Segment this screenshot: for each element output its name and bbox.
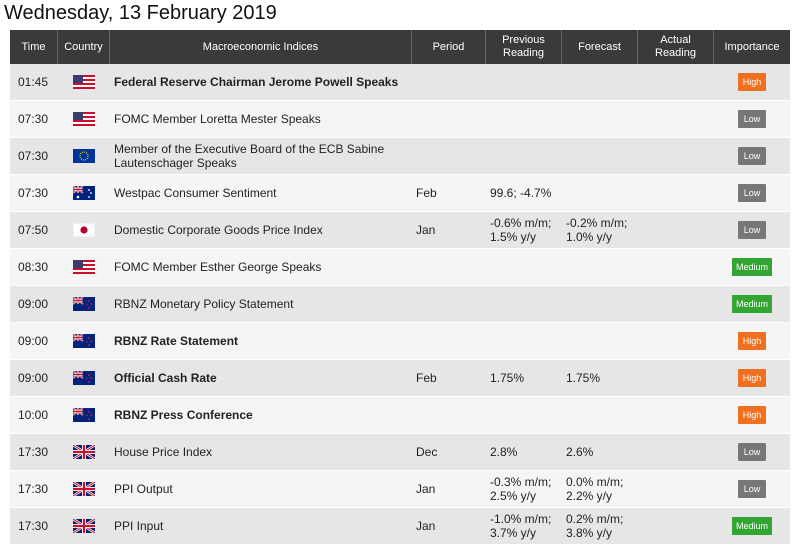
- eu-flag-icon: [73, 149, 95, 163]
- row-previous: [486, 138, 562, 175]
- row-country: [58, 175, 110, 212]
- table-row[interactable]: [10, 508, 790, 545]
- us-flag-icon: [73, 112, 95, 126]
- row-forecast: [562, 323, 638, 360]
- row-forecast: [562, 286, 638, 323]
- uk-flag-icon: [73, 519, 95, 533]
- importance-badge: Low: [738, 110, 766, 128]
- row-time: 07:50: [10, 212, 58, 249]
- row-actual: [638, 508, 714, 545]
- us-flag-icon: [73, 260, 95, 274]
- nz-flag-icon: [73, 371, 95, 385]
- row-period: Feb: [412, 175, 486, 212]
- row-time: 09:00: [10, 360, 58, 397]
- row-importance: [714, 64, 790, 101]
- table-row[interactable]: [10, 286, 790, 323]
- row-period: Jan: [412, 508, 486, 545]
- row-actual: [638, 471, 714, 508]
- row-period: [412, 101, 486, 138]
- row-actual: [638, 434, 714, 471]
- row-forecast: -0.2% m/m; 1.0% y/y: [562, 212, 638, 249]
- row-previous: [486, 323, 562, 360]
- table-row[interactable]: [10, 212, 790, 249]
- row-period: [412, 249, 486, 286]
- row-period: [412, 138, 486, 175]
- row-event-name[interactable]: House Price Index: [110, 434, 412, 471]
- row-country: [58, 434, 110, 471]
- row-country: [58, 323, 110, 360]
- row-forecast: [562, 175, 638, 212]
- row-forecast: [562, 249, 638, 286]
- jp-flag-icon: [73, 223, 95, 237]
- row-period: [412, 397, 486, 434]
- importance-badge: Low: [738, 221, 766, 239]
- row-period: [412, 323, 486, 360]
- row-period: [412, 286, 486, 323]
- col-header-period[interactable]: Period: [412, 30, 486, 64]
- row-actual: [638, 286, 714, 323]
- row-time: 07:30: [10, 138, 58, 175]
- importance-badge: Medium: [732, 295, 772, 313]
- nz-flag-icon: [73, 334, 95, 348]
- row-time: 08:30: [10, 249, 58, 286]
- row-country: [58, 64, 110, 101]
- col-header-forecast[interactable]: Forecast: [562, 30, 638, 64]
- nz-flag-icon: [73, 297, 95, 311]
- row-period: Dec: [412, 434, 486, 471]
- au-flag-icon: [73, 186, 95, 200]
- col-header-importance[interactable]: Importance: [714, 30, 790, 64]
- row-previous: [486, 64, 562, 101]
- row-time: 17:30: [10, 508, 58, 545]
- row-importance: [714, 397, 790, 434]
- row-event-name[interactable]: Official Cash Rate: [110, 360, 412, 397]
- row-importance: [714, 323, 790, 360]
- row-previous: [486, 286, 562, 323]
- row-forecast: 0.2% m/m; 3.8% y/y: [562, 508, 638, 545]
- row-event-name[interactable]: RBNZ Monetary Policy Statement: [110, 286, 412, 323]
- col-header-indices[interactable]: Macroeconomic Indices: [110, 30, 412, 64]
- row-period: [412, 64, 486, 101]
- importance-badge: High: [738, 332, 766, 350]
- row-event-name[interactable]: Westpac Consumer Sentiment: [110, 175, 412, 212]
- table-row[interactable]: [10, 138, 790, 175]
- row-country: [58, 249, 110, 286]
- importance-badge: High: [738, 369, 766, 387]
- row-previous: [486, 397, 562, 434]
- row-time: 09:00: [10, 286, 58, 323]
- row-actual: [638, 397, 714, 434]
- col-header-actual[interactable]: Actual Reading: [638, 30, 714, 64]
- row-actual: [638, 101, 714, 138]
- row-actual: [638, 360, 714, 397]
- page-title: Wednesday, 13 February 2019: [4, 2, 277, 24]
- table-row[interactable]: [10, 175, 790, 212]
- row-country: [58, 286, 110, 323]
- row-country: [58, 397, 110, 434]
- table-row[interactable]: [10, 360, 790, 397]
- table-header-row: [10, 30, 790, 64]
- row-importance: [714, 212, 790, 249]
- row-event-name[interactable]: RBNZ Press Conference: [110, 397, 412, 434]
- row-time: 01:45: [10, 64, 58, 101]
- importance-badge: Low: [738, 443, 766, 461]
- row-previous: [486, 101, 562, 138]
- table-row[interactable]: [10, 434, 790, 471]
- row-country: [58, 138, 110, 175]
- row-actual: [638, 138, 714, 175]
- row-actual: [638, 175, 714, 212]
- row-time: 07:30: [10, 101, 58, 138]
- table-body: [10, 64, 790, 545]
- table-row[interactable]: [10, 397, 790, 434]
- row-actual: [638, 323, 714, 360]
- row-importance: [714, 138, 790, 175]
- row-time: 07:30: [10, 175, 58, 212]
- calendar-table-container: [10, 30, 790, 545]
- row-time: 17:30: [10, 434, 58, 471]
- row-forecast: 0.0% m/m; 2.2% y/y: [562, 471, 638, 508]
- table-row[interactable]: [10, 101, 790, 138]
- row-actual: [638, 64, 714, 101]
- importance-badge: High: [738, 73, 766, 91]
- row-country: [58, 101, 110, 138]
- row-country: [58, 508, 110, 545]
- row-actual: [638, 212, 714, 249]
- row-period: Jan: [412, 212, 486, 249]
- importance-badge: Low: [738, 184, 766, 202]
- row-country: [58, 360, 110, 397]
- row-event-name[interactable]: RBNZ Rate Statement: [110, 323, 412, 360]
- uk-flag-icon: [73, 482, 95, 496]
- nz-flag-icon: [73, 408, 95, 422]
- row-period: Feb: [412, 360, 486, 397]
- table-row[interactable]: [10, 471, 790, 508]
- row-forecast: 2.6%: [562, 434, 638, 471]
- row-previous: -0.3% m/m; 2.5% y/y: [486, 471, 562, 508]
- row-importance: [714, 175, 790, 212]
- row-previous: 1.75%: [486, 360, 562, 397]
- row-actual: [638, 249, 714, 286]
- row-time: 10:00: [10, 397, 58, 434]
- row-importance: [714, 249, 790, 286]
- table-row[interactable]: [10, 323, 790, 360]
- col-header-country[interactable]: Country: [58, 30, 110, 64]
- importance-badge: Medium: [732, 517, 772, 535]
- col-header-time[interactable]: Time: [10, 30, 58, 64]
- table-row[interactable]: [10, 249, 790, 286]
- row-previous: [486, 249, 562, 286]
- importance-badge: High: [738, 406, 766, 424]
- row-event-name[interactable]: Member of the Executive Board of the ECB Sabine Lautenschager Speaks: [110, 138, 412, 175]
- row-importance: [714, 360, 790, 397]
- row-time: 17:30: [10, 471, 58, 508]
- importance-badge: Low: [738, 147, 766, 165]
- row-time: 09:00: [10, 323, 58, 360]
- row-importance: [714, 471, 790, 508]
- row-importance: [714, 286, 790, 323]
- row-previous: 99.6; -4.7%: [486, 175, 562, 212]
- row-forecast: [562, 397, 638, 434]
- row-event-name[interactable]: FOMC Member Loretta Mester Speaks: [110, 101, 412, 138]
- row-forecast: [562, 101, 638, 138]
- table-row[interactable]: [10, 64, 790, 101]
- row-previous: -1.0% m/m; 3.7% y/y: [486, 508, 562, 545]
- row-forecast: [562, 138, 638, 175]
- row-importance: [714, 434, 790, 471]
- row-forecast: 1.75%: [562, 360, 638, 397]
- row-importance: [714, 508, 790, 545]
- row-previous: -0.6% m/m; 1.5% y/y: [486, 212, 562, 249]
- col-header-previous[interactable]: Previous Reading: [486, 30, 562, 64]
- row-event-name[interactable]: Domestic Corporate Goods Price Index: [110, 212, 412, 249]
- row-country: [58, 212, 110, 249]
- row-event-name[interactable]: FOMC Member Esther George Speaks: [110, 249, 412, 286]
- economic-calendar-table: [10, 30, 790, 545]
- row-importance: [714, 101, 790, 138]
- row-country: [58, 471, 110, 508]
- uk-flag-icon: [73, 445, 95, 459]
- us-flag-icon: [73, 75, 95, 89]
- row-event-name[interactable]: Federal Reserve Chairman Jerome Powell Speaks: [110, 64, 412, 101]
- row-forecast: [562, 64, 638, 101]
- importance-badge: Low: [738, 480, 766, 498]
- row-event-name[interactable]: PPI Output: [110, 471, 412, 508]
- importance-badge: Medium: [732, 258, 772, 276]
- row-period: Jan: [412, 471, 486, 508]
- row-previous: 2.8%: [486, 434, 562, 471]
- row-event-name[interactable]: PPI Input: [110, 508, 412, 545]
